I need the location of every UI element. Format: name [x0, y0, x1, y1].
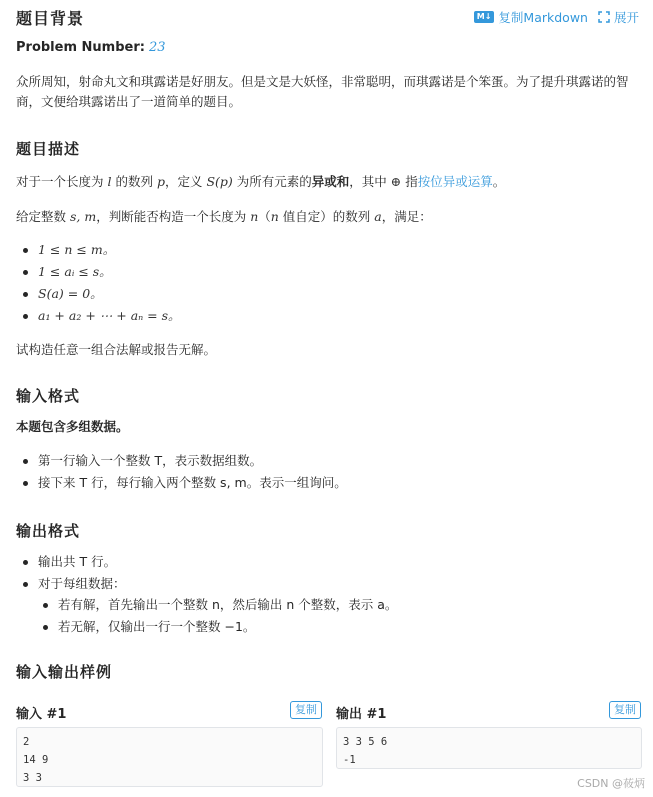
text: 为所有元素的	[232, 174, 312, 189]
list-item: 若有解，首先输出一个整数 n，然后输出 n 个整数，表示 a。	[38, 594, 397, 616]
samples-heading: 输入输出样例	[16, 663, 113, 681]
expand-label: 展开	[613, 10, 639, 25]
copy-output-button[interactable]: 复制	[609, 701, 641, 719]
sample-input-code: 2 14 9 3 3	[16, 727, 323, 787]
list-item: 若无解，仅输出一行一个整数 −1。	[38, 616, 397, 638]
list-item: 第一行输入一个整数 T，表示数据组数。	[18, 450, 347, 472]
text: ，判断能否构造一个长度为	[96, 209, 251, 224]
input-format-bold: 本题包含多组数据。	[16, 419, 129, 434]
output-format-sublist	[38, 594, 397, 638]
sample-output-code: 3 3 5 6 -1	[336, 727, 642, 769]
output-format-list	[18, 551, 126, 595]
toolbar	[474, 8, 639, 26]
math-p: p	[156, 174, 165, 189]
math-sm: s, m	[69, 209, 97, 224]
bold-xor-sum: 异或和	[311, 174, 350, 189]
copy-markdown-label: 复制Markdown	[498, 10, 588, 25]
copy-input-button[interactable]: 复制	[290, 701, 322, 719]
description-closing: 试构造任意一组合法解或报告无解。	[16, 342, 217, 357]
list-item: 1 ≤ aᵢ ≤ s。	[18, 261, 181, 283]
page-title: 题目背景	[16, 9, 85, 28]
list-item: a₁ + a₂ + ⋯ + aₙ = s。	[18, 305, 181, 327]
list-item: 1 ≤ n ≤ m。	[18, 239, 181, 261]
description-line-1	[16, 172, 635, 192]
background-text: 众所周知，射命丸文和琪露诺是好朋友。但是文是大妖怪，非常聪明，而琪露诺是个笨蛋。为了提升琪露诺的智商，文便给琪露诺出了一道简单的题目。	[16, 74, 629, 109]
problem-number	[16, 40, 165, 55]
math-n: n	[270, 209, 279, 224]
oplus-symbol: ⊕	[390, 174, 402, 189]
markdown-icon: M↓	[474, 11, 495, 23]
header	[16, 6, 639, 28]
problem-number-value: 23	[148, 40, 166, 55]
list-item: S(a) = 0。	[18, 283, 181, 305]
input-format-list	[18, 450, 347, 494]
copy-markdown-button[interactable]	[474, 8, 588, 26]
problem-number-label: Problem Number:	[16, 40, 145, 55]
output-format-heading: 输出格式	[16, 522, 81, 540]
sample-output-title: 输出 #1	[336, 707, 387, 722]
text: 值自定）的数列	[278, 209, 375, 224]
list-item: 输出共 T 行。	[18, 551, 126, 573]
text: ，满足：	[381, 209, 432, 224]
conditions-list	[18, 239, 181, 327]
expand-button[interactable]	[598, 8, 639, 26]
text: （	[258, 209, 271, 224]
text: 对于一个长度为	[16, 174, 108, 189]
list-item: 接下来 T 行，每行输入两个整数 s, m。表示一组询问。	[18, 472, 347, 494]
input-format-heading: 输入格式	[16, 387, 81, 405]
watermark: CSDN @莜炳	[577, 777, 645, 790]
description-line-2	[16, 207, 635, 227]
text: 指	[401, 174, 418, 189]
text: 的数列	[111, 174, 157, 189]
list-item: 对于每组数据：	[18, 573, 126, 595]
sample-input-title: 输入 #1	[16, 707, 67, 722]
description-heading: 题目描述	[16, 140, 81, 158]
text: ，其中	[349, 174, 391, 189]
math-n: n	[250, 209, 259, 224]
math-a: a	[374, 209, 382, 224]
xor-link[interactable]: 按位异或运算	[417, 174, 493, 189]
text: ，定义	[164, 174, 207, 189]
text: 给定整数	[16, 209, 70, 224]
math-sp: S(p)	[206, 174, 233, 189]
expand-icon	[598, 11, 610, 23]
math-l: l	[107, 174, 112, 189]
text: 。	[492, 174, 506, 189]
